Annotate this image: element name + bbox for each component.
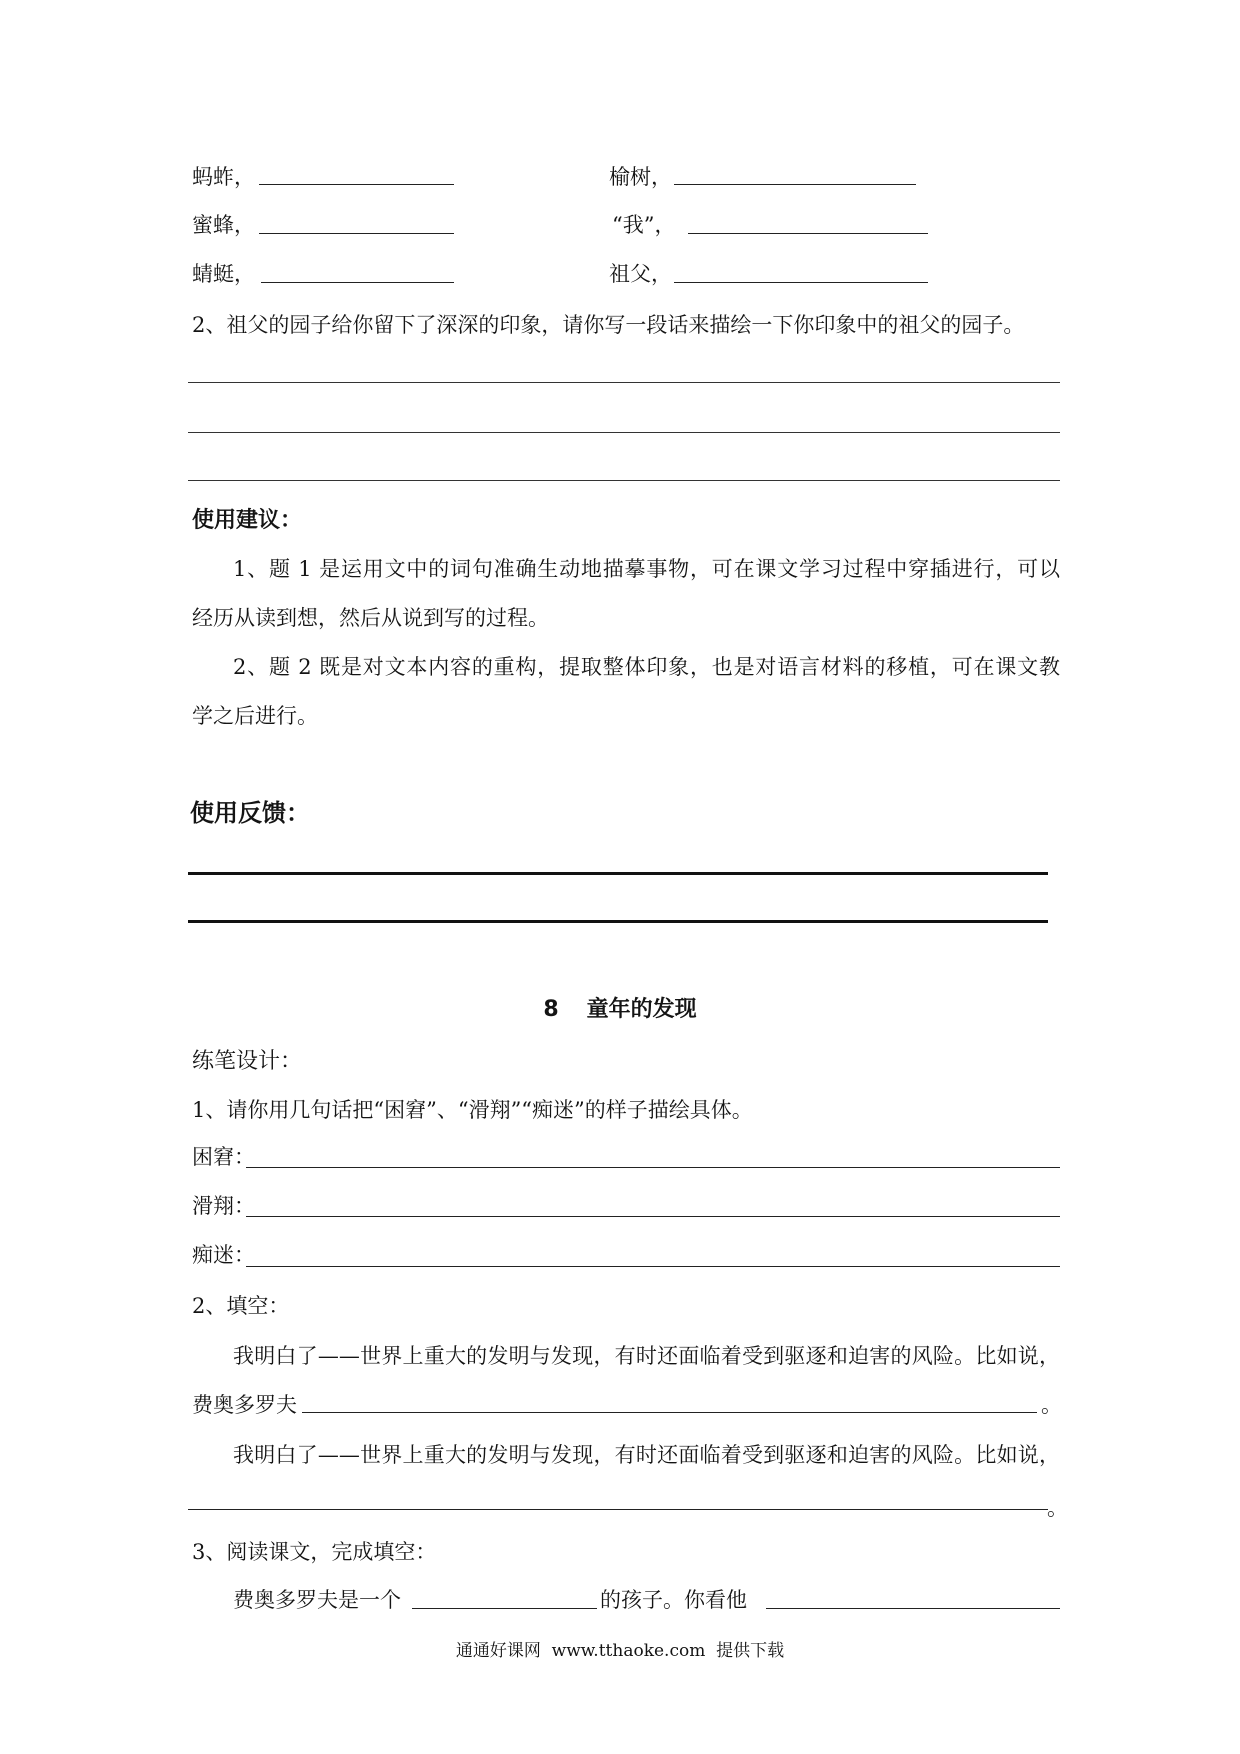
answer-blank bbox=[246, 1167, 1060, 1168]
fill-label: 榆树， bbox=[609, 165, 672, 189]
fill-label: 蜜蜂， bbox=[192, 213, 255, 237]
section-heading: 练笔设计： bbox=[192, 1049, 303, 1074]
period-mark: 。 bbox=[1041, 1393, 1062, 1417]
answer-blank bbox=[302, 1412, 1037, 1413]
paragraph-line: 我明白了——世界上重大的发明与发现，有时还面临着受到驱逐和迫害的风险。比如说， bbox=[233, 1443, 1060, 1467]
question-text: 3、阅读课文，完成填空： bbox=[192, 1540, 437, 1564]
answer-blank bbox=[261, 282, 454, 283]
answer-blank bbox=[674, 282, 928, 283]
feedback-line bbox=[188, 920, 1048, 923]
answer-blank bbox=[412, 1608, 597, 1609]
fill-label: 困窘： bbox=[192, 1145, 255, 1169]
question-text: 2、填空： bbox=[192, 1294, 290, 1318]
fill-label: 痴迷： bbox=[192, 1243, 255, 1267]
paragraph-line: 2、题 2 既是对文本内容的重构，提取整体印象，也是对语言材料的移植，可在课文教 bbox=[233, 655, 1060, 679]
answer-blank bbox=[246, 1266, 1060, 1267]
answer-blank bbox=[688, 233, 928, 234]
fill-label: “我”， bbox=[612, 213, 676, 237]
answer-blank bbox=[766, 1608, 1060, 1609]
paragraph-line: 1、题 1 是运用文中的词句准确生动地描摹事物，可在课文学习过程中穿插进行，可以 bbox=[233, 557, 1060, 581]
lesson-title-text: 童年的发现 bbox=[586, 997, 697, 1022]
fill-label: 费奥多罗夫 bbox=[192, 1393, 297, 1417]
paragraph-line: 学之后进行。 bbox=[192, 704, 318, 728]
fill-label: 祖父， bbox=[609, 262, 672, 286]
section-heading: 使用建议： bbox=[192, 508, 303, 533]
lesson-title bbox=[0, 996, 1240, 1024]
fill-label: 滑翔： bbox=[192, 1194, 255, 1218]
fill-label: 蚂蚱， bbox=[192, 165, 255, 189]
writing-line bbox=[188, 432, 1060, 433]
page-footer: 通通好课网 www.tthaoke.com 提供下载 bbox=[455, 1641, 785, 1661]
question-text: 2、祖父的园子给你留下了深深的印象，请你写一段话来描绘一下你印象中的祖父的园子。 bbox=[192, 313, 1025, 337]
answer-blank bbox=[259, 184, 454, 185]
period-mark: 。 bbox=[1047, 1496, 1068, 1520]
paragraph-line: 我明白了——世界上重大的发明与发现，有时还面临着受到驱逐和迫害的风险。比如说， bbox=[233, 1344, 1060, 1368]
writing-line bbox=[188, 480, 1060, 481]
feedback-line bbox=[188, 872, 1048, 875]
answer-blank bbox=[246, 1216, 1060, 1217]
answer-blank bbox=[188, 1509, 1048, 1510]
answer-blank bbox=[674, 184, 916, 185]
writing-line bbox=[188, 382, 1060, 383]
fill-label: 的孩子。你看他 bbox=[600, 1588, 747, 1612]
answer-blank bbox=[259, 233, 454, 234]
paragraph-line: 经历从读到想，然后从说到写的过程。 bbox=[192, 606, 549, 630]
question-text: 1、请你用几句话把“困窘”、“滑翔”“痴迷”的样子描绘具体。 bbox=[192, 1098, 753, 1122]
section-heading: 使用反馈： bbox=[190, 799, 310, 827]
fill-label: 费奥多罗夫是一个 bbox=[233, 1588, 401, 1612]
fill-label: 蜻蜓， bbox=[192, 262, 255, 286]
lesson-number: 8 bbox=[543, 997, 559, 1022]
